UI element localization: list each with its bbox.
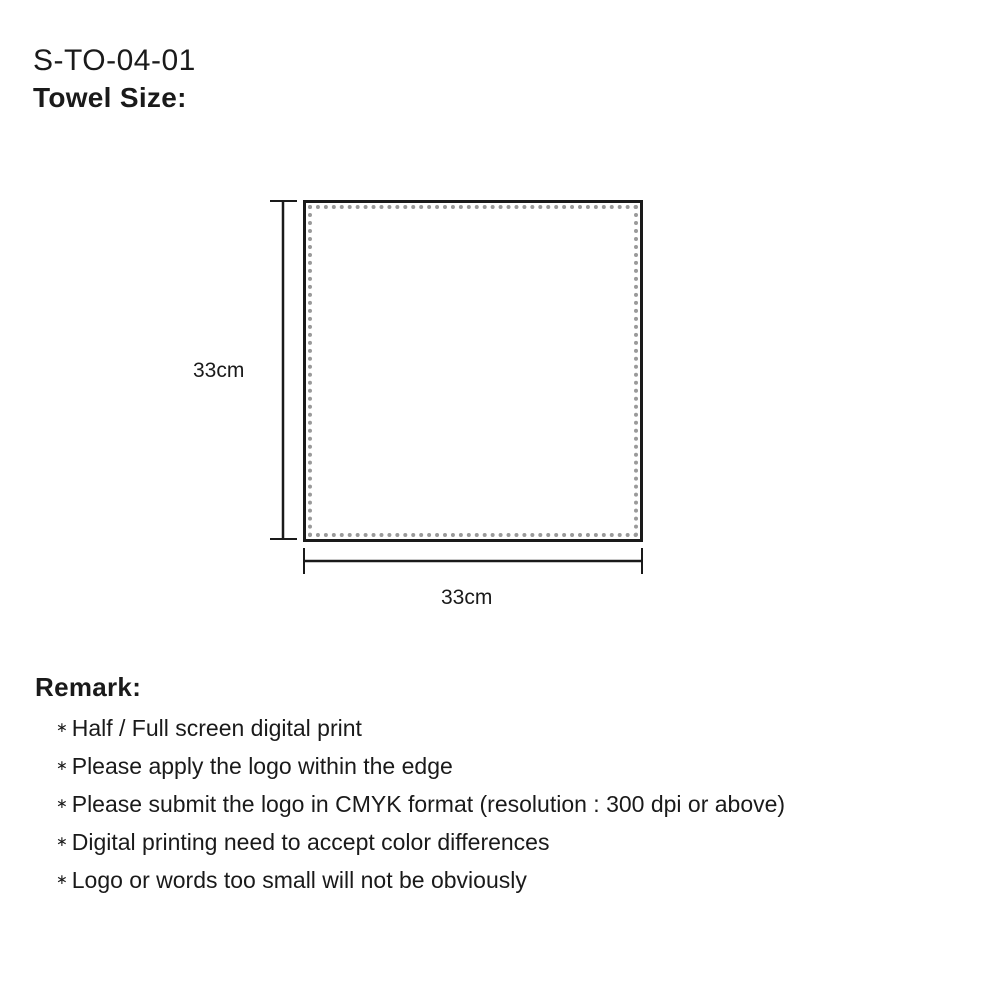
asterisk-icon: ∗: [56, 871, 68, 888]
remark-item-text: Please submit the logo in CMYK format (resolution : 300 dpi or above): [71, 791, 786, 817]
height-dimension-label: 33cm: [193, 359, 245, 382]
remark-title: Remark:: [35, 672, 142, 702]
remark-item: [56, 830, 785, 855]
remark-item: [56, 754, 785, 779]
remark-item: [56, 868, 785, 893]
towel-size-title: Towel Size:: [33, 82, 187, 113]
asterisk-icon: ∗: [56, 719, 68, 736]
product-code: S-TO-04-01: [33, 44, 196, 77]
towel-print-area: [313, 210, 633, 532]
width-dimension-label: 33cm: [441, 586, 493, 609]
asterisk-icon: ∗: [56, 795, 68, 812]
remark-item-text: Logo or words too small will not be obviously: [71, 867, 527, 893]
remark-list: [56, 716, 785, 906]
remark-item-text: Digital printing need to accept color differences: [71, 829, 550, 855]
asterisk-icon: ∗: [56, 833, 68, 850]
remark-item-text: Half / Full screen digital print: [71, 715, 362, 741]
asterisk-icon: ∗: [56, 757, 68, 774]
remark-item-text: Please apply the logo within the edge: [71, 753, 453, 779]
towel-outline: [303, 200, 643, 542]
remark-item: [56, 716, 785, 741]
remark-item: [56, 792, 785, 817]
